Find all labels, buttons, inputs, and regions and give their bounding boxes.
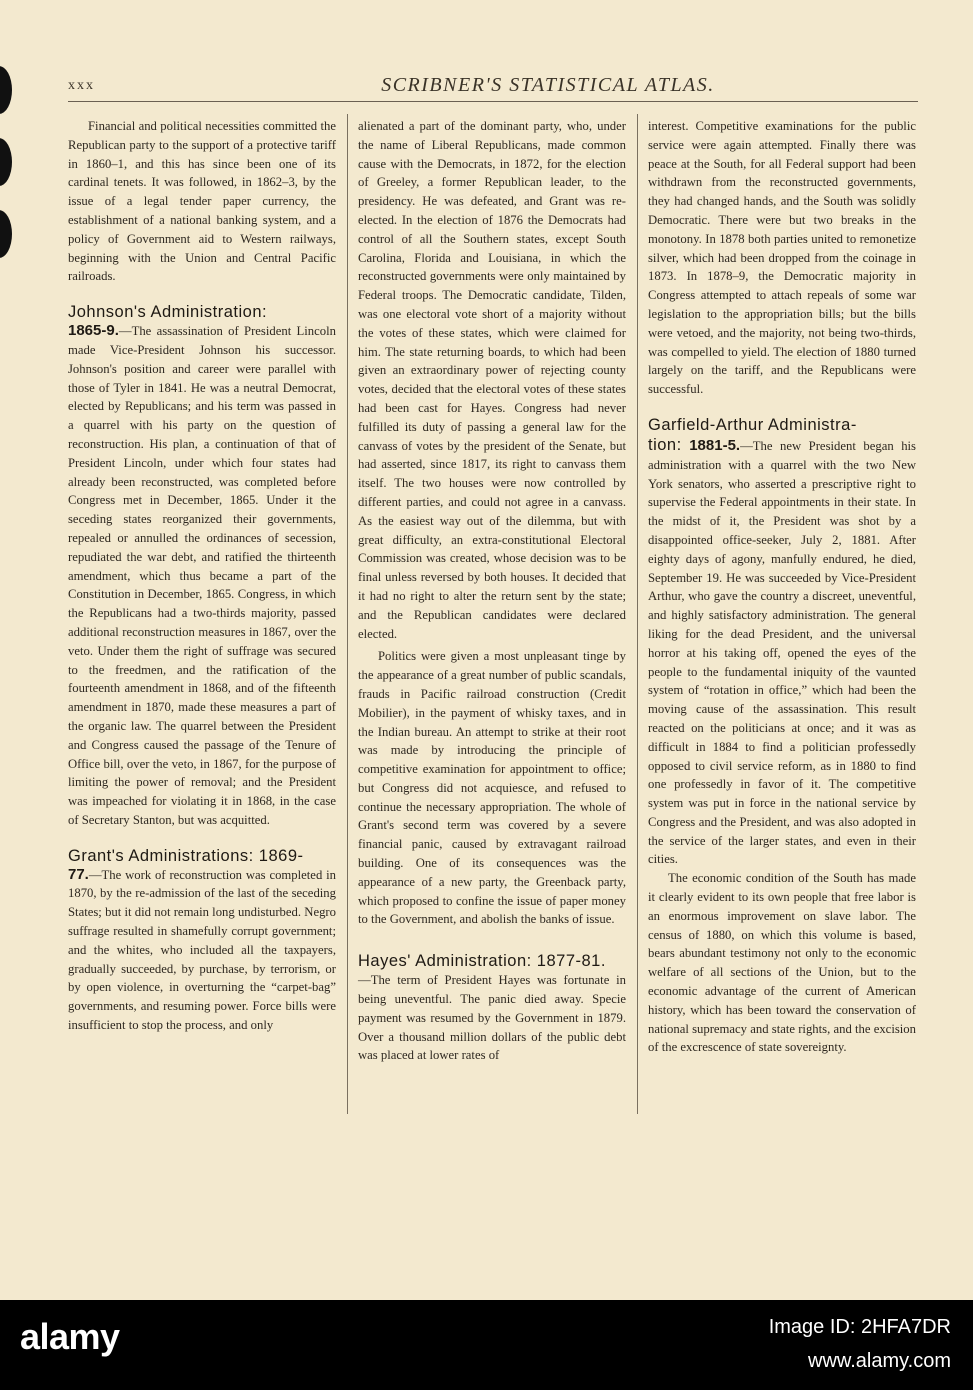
paragraph: Politics were given a most unpleasant tinge by the appearance of a great number of public scandals, frauds in Pacific railroad construction (Credit Mobilier), in the payment of whisky taxes, and in the Indian bureau. An attempt to strike at their root was made by introducing the principle of competitive examination for appointment to office; but Congress did not acquiesce, and refused to continue the necessary appropriation. The whole of Grant's second term was covered by a severe financial panic, caused by extravagant railroad building. One of its consequences was the appearance of a new party, the Greenback party, which proposed to confine the issue of paper money to the Government, and abolish the banks of issue.: [358, 649, 626, 927]
section-years: 77.: [68, 865, 89, 883]
running-title: SCRIBNER'S STATISTICAL ATLAS.: [381, 74, 715, 96]
column-1: [68, 117, 336, 1035]
page-number: xxx: [68, 78, 95, 93]
page-header: [68, 74, 918, 98]
binding-hole: [0, 210, 12, 258]
image-id: Image ID: 2HFA7DR: [768, 1316, 951, 1338]
alamy-logo: alamy: [20, 1316, 120, 1357]
stock-footer: [0, 1300, 973, 1390]
section-hayes: [358, 951, 626, 1065]
section-years: 1865-9.: [68, 322, 119, 340]
paragraph: —The term of President Hayes was fortunate in being uneventful. The panic died away. Specie payment was resumed by the Government in 1879. Over a thousand million dollars of the public debt was placed at lower rates of: [358, 973, 626, 1063]
paragraph: —The work of reconstruction was completed in 1870, by the re-admission of the last of the seceding States; but it did not remain long undisturbed. Negro suffrage resulted in shamefully corrupt government; and the whites, who included all the taxpayers, gradually succeeded, by purchase, by terrorism, or by open violence, in overturning the “carpet-bag” governments, and resuming power. Force bills were insufficient to stop the process, and only: [68, 867, 336, 1033]
section-heading-cont: tion:: [648, 435, 682, 454]
column-divider: [637, 114, 638, 1114]
site-url: www.alamy.com: [808, 1350, 951, 1372]
column-2: [358, 117, 626, 1065]
binding-hole: [0, 138, 12, 186]
section-heading: Garfield-Arthur Administra-: [648, 415, 857, 434]
column-divider: [347, 114, 348, 1114]
section-heading: Hayes' Administration: 1877-81.: [358, 952, 606, 971]
header-rule: [68, 101, 918, 102]
section-heading: Johnson's Administration:: [68, 303, 268, 322]
paragraph: alienated a part of the dominant party, who, under the name of Liberal Republicans, made common cause with the Democrats, in 1872, for the election of Greeley, a former Republican leader, to the presidency. He was defeated, and Grant was re-elected. In the election of 1876 the Democrats had control of all the Southern states, except South Carolina, Florida and Louisiana, in which the reconstructed governments were only maintained by Federal troops. The Democratic candidate, Tilden, was one electoral vote short of a majority without the votes of these states, which were claimed for him. The state returning boards, to which had been given an extraordinary power of rejecting county votes, decided that the electoral votes of these states had been cast for Hayes. Congress had never fulfilled its duty of passing a general law for the canvass of votes by the president of the Senate, but had asserted, since 1817, its right to canvass them itself. The two houses were now controlled by different parties, and could not agree in a canvass. As the easiest way out of the dilemma, but with great difficulty, an extra-constitutional Electoral Commission was created, whose decision was to be final unless reversed by both houses. It decided that it had no right to alter the return sent by the state; and the Republican candidates were declared elected.: [358, 119, 626, 641]
section-grant: [68, 846, 336, 1035]
section-heading: Grant's Administrations: 1869-: [68, 846, 304, 865]
section-garfield: [648, 415, 916, 869]
paragraph: Financial and political necessities committed the Republican party to the support of a protective tariff in 1860–1, and this has since been one of its cardinal tenets. It was followed, in 1862–3, by the issue of a legal tender paper currency, the establishment of a national banking system, and a policy of Government aid to Western railways, beginning with the Union and Central Pacific railroads.: [68, 119, 336, 284]
section-years: 1881-5.: [689, 436, 741, 454]
column-3: [648, 117, 916, 1057]
paragraph: —The new President began his administration with a quarrel with the two New York senators, who asserted a prescriptive right to supervise the Federal appointments in their state. In the midst of it, the President was shot by a disappointed office-seeker, July 2, 1881. After eighty days of agony, manfully endured, he died, September 19. He was succeeded by Vice-President Arthur, who gave the country a discreet, uneventful, and highly satisfactory administration. The general liking for the dead President, and the universal horror at his taking off, opened the eyes of the people to the fundamental iniquity of the vaunted system of “rotation in office,” which had been the moving cause of the assassination. This result reacted on the politicians at once; and it was as difficult in 1884 to find a politician professedly opposed to civil service reform, as in 1880 to find one professedly in favor of it. The competitive system was put in force in the national service by Congress and the President, and was also adopted in the service of the larger states, and even in their cities.: [648, 438, 916, 867]
binding-hole: [0, 66, 12, 114]
paragraph: interest. Competitive examinations for the public service were again attempted. Finally there was peace at the South, for all Federal support had been withdrawn from the reconstructed governments, they had changed hands, and the South was solidly Democratic. There were but two breaks in the monotony. In 1878 both parties united to remonetize silver, which had been dropped from the coinage in 1873. In 1878–9, the Democratic majority in Congress attempted to attach repeals of some war legislation to the appropriation bills; but the bills were vetoed, and the majority, not being two-thirds, was compelled to yield. The election of 1880 turned largely on the tariff, and the Republicans were successful.: [648, 119, 916, 397]
section-johnson: [68, 302, 336, 830]
paragraph: —The assassination of President Lincoln made Vice-President Johnson his successor. Johnson's position and career were parallel with those of Tyler in 1841. He was a neutral Democrat, elected by Republicans; and his term was passed in a quarrel with his party on the question of reconstruction. His plan, a continuation of that of President Lincoln, under which four states had already been reconstructed, was completed before Congress met in December, 1865. Under it the seceding states reorganized their governments, repealed or annulled the ordinances of secession, repudiated the war debt, and ratified the thirteenth amendment, which thus became a part of the Constitution in December, 1865. Congress, in which the Republicans had a two-thirds majority, passed additional reconstruction measures in 1867, over the veto. Under them the right of suffrage was secured to the freedmen, and the ratification of the fourteenth amendment in 1868, and of the fifteenth amendment in 1870, made these measures a part of the organic law. The quarrel between the President and Congress caused the passage of the Tenure of Office bill, over the veto, in 1867, for the purpose of limiting the power of removal; and the President was impeached for violating it in 1868, in the case of Secretary Stanton, but was acquitted.: [68, 324, 336, 827]
paragraph: The economic condition of the South has made it clearly evident to its own people that free labor is an enormous improvement on slave labor. The census of 1880, on which this volume is based, bears abundant testimony not only to the economic welfare of all sections of the Union, but to the economic advantage of the current of American history, which has been toward the conservation of national supremacy and state rights, and the excision of the excrescence of state sovereignty.: [648, 871, 916, 1055]
